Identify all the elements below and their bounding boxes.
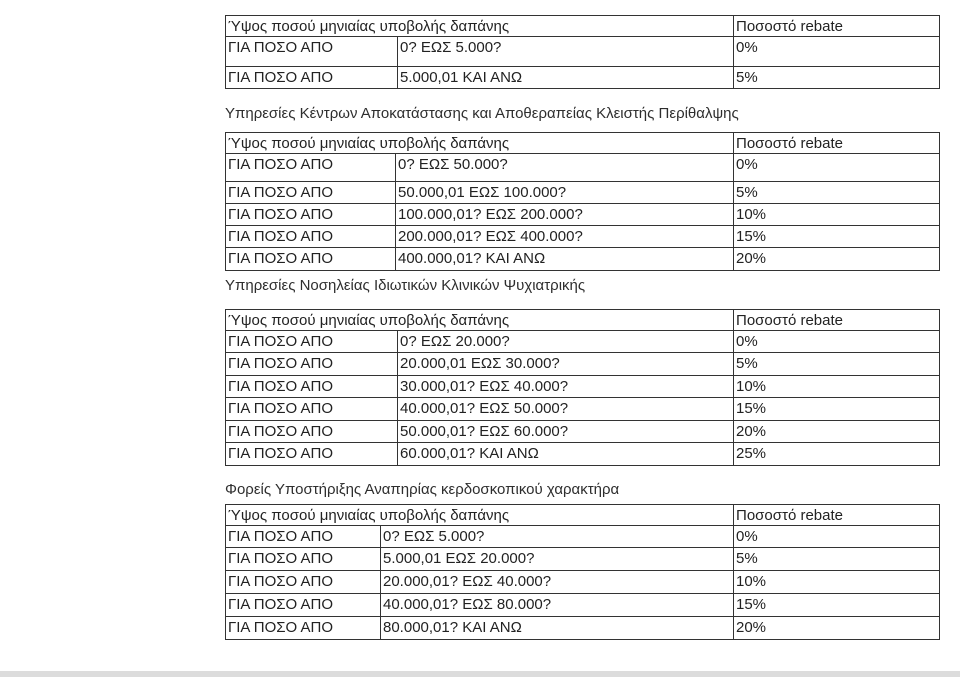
- table-row: [226, 398, 940, 421]
- table-row: [226, 154, 940, 182]
- row-range-cell: 20.000,01? ΕΩΣ 40.000?: [381, 571, 734, 594]
- row-rebate-cell: 20%: [734, 248, 940, 271]
- row-rebate-cell: 0%: [734, 526, 940, 548]
- row-label-cell: ΓΙΑ ΠΟΣΟ ΑΠΟ: [226, 571, 381, 594]
- row-range-cell: 5.000,01 ΚΑΙ ΑΝΩ: [398, 67, 734, 89]
- row-range-cell: 0? ΕΩΣ 5.000?: [398, 37, 734, 67]
- row-range-cell: 0? ΕΩΣ 50.000?: [396, 154, 734, 182]
- row-rebate-cell: 5%: [734, 548, 940, 571]
- table-header-row: [226, 16, 940, 37]
- row-label-cell: ΓΙΑ ΠΟΣΟ ΑΠΟ: [226, 443, 398, 466]
- row-range-cell: 30.000,01? ΕΩΣ 40.000?: [398, 376, 734, 398]
- bottom-divider: [0, 671, 960, 677]
- table-row: [226, 571, 940, 594]
- row-label-cell: ΓΙΑ ΠΟΣΟ ΑΠΟ: [226, 548, 381, 571]
- amount-header-cell: Ύψος ποσού μηνιαίας υποβολής δαπάνης: [226, 310, 734, 331]
- amount-header-cell: Ύψος ποσού μηνιαίας υποβολής δαπάνης: [226, 133, 734, 154]
- section-title-disability-support: Φορείς Υποστήριξης Αναπηρίας κερδοσκοπικού χαρακτήρα: [225, 481, 620, 498]
- row-rebate-cell: 20%: [734, 617, 940, 640]
- table-header-row: [226, 133, 940, 154]
- row-range-cell: 50.000,01? ΕΩΣ 60.000?: [398, 421, 734, 443]
- amount-header-cell: Ύψος ποσού μηνιαίας υποβολής δαπάνης: [226, 505, 734, 526]
- table-row: [226, 421, 940, 443]
- row-rebate-cell: 15%: [734, 226, 940, 248]
- row-rebate-cell: 10%: [734, 571, 940, 594]
- row-label-cell: ΓΙΑ ΠΟΣΟ ΑΠΟ: [226, 353, 398, 376]
- row-label-cell: ΓΙΑ ΠΟΣΟ ΑΠΟ: [226, 226, 396, 248]
- row-rebate-cell: 15%: [734, 398, 940, 421]
- row-range-cell: 80.000,01? ΚΑΙ ΑΝΩ: [381, 617, 734, 640]
- row-range-cell: 20.000,01 ΕΩΣ 30.000?: [398, 353, 734, 376]
- rebate-table-1: [225, 15, 940, 89]
- row-rebate-cell: 5%: [734, 353, 940, 376]
- rebate-header-cell: Ποσοστό rebate: [734, 310, 940, 331]
- rebate-table-3: [225, 309, 940, 466]
- row-label-cell: ΓΙΑ ΠΟΣΟ ΑΠΟ: [226, 67, 398, 89]
- row-label-cell: ΓΙΑ ΠΟΣΟ ΑΠΟ: [226, 204, 396, 226]
- row-rebate-cell: 0%: [734, 154, 940, 182]
- row-label-cell: ΓΙΑ ΠΟΣΟ ΑΠΟ: [226, 182, 396, 204]
- row-rebate-cell: 20%: [734, 421, 940, 443]
- table-row: [226, 331, 940, 353]
- row-range-cell: 400.000,01? ΚΑΙ ΑΝΩ: [396, 248, 734, 271]
- row-range-cell: 40.000,01? ΕΩΣ 50.000?: [398, 398, 734, 421]
- row-label-cell: ΓΙΑ ΠΟΣΟ ΑΠΟ: [226, 398, 398, 421]
- table-row: [226, 548, 940, 571]
- table-row: [226, 67, 940, 89]
- table-header-row: [226, 310, 940, 331]
- table-row: [226, 204, 940, 226]
- rebate-header-cell: Ποσοστό rebate: [734, 505, 940, 526]
- rebate-header-cell: Ποσοστό rebate: [734, 16, 940, 37]
- table-row: [226, 37, 940, 67]
- section-title-psychiatric-clinics: Υπηρεσίες Νοσηλείας Ιδιωτικών Κλινικών Ψυχιατρικής: [225, 277, 586, 294]
- row-rebate-cell: 5%: [734, 182, 940, 204]
- document-content: [225, 0, 941, 640]
- row-range-cell: 0? ΕΩΣ 5.000?: [381, 526, 734, 548]
- row-range-cell: 5.000,01 ΕΩΣ 20.000?: [381, 548, 734, 571]
- table-header-row: [226, 505, 940, 526]
- row-label-cell: ΓΙΑ ΠΟΣΟ ΑΠΟ: [226, 617, 381, 640]
- row-label-cell: ΓΙΑ ΠΟΣΟ ΑΠΟ: [226, 526, 381, 548]
- section-title-rehabilitation-centers: Υπηρεσίες Κέντρων Αποκατάστασης και Αποθεραπείας Κλειστής Περίθαλψης: [225, 105, 739, 122]
- table-row: [226, 526, 940, 548]
- row-range-cell: 100.000,01? ΕΩΣ 200.000?: [396, 204, 734, 226]
- row-rebate-cell: 15%: [734, 594, 940, 617]
- table-row: [226, 617, 940, 640]
- row-label-cell: ΓΙΑ ΠΟΣΟ ΑΠΟ: [226, 154, 396, 182]
- row-label-cell: ΓΙΑ ΠΟΣΟ ΑΠΟ: [226, 37, 398, 67]
- table-row: [226, 353, 940, 376]
- row-rebate-cell: 10%: [734, 204, 940, 226]
- table-row: [226, 376, 940, 398]
- row-rebate-cell: 10%: [734, 376, 940, 398]
- row-range-cell: 200.000,01? ΕΩΣ 400.000?: [396, 226, 734, 248]
- rebate-table-4: [225, 504, 940, 640]
- row-rebate-cell: 5%: [734, 67, 940, 89]
- row-rebate-cell: 25%: [734, 443, 940, 466]
- table-row: [226, 443, 940, 466]
- rebate-header-cell: Ποσοστό rebate: [734, 133, 940, 154]
- row-rebate-cell: 0%: [734, 37, 940, 67]
- row-label-cell: ΓΙΑ ΠΟΣΟ ΑΠΟ: [226, 594, 381, 617]
- row-range-cell: 0? ΕΩΣ 20.000?: [398, 331, 734, 353]
- row-label-cell: ΓΙΑ ΠΟΣΟ ΑΠΟ: [226, 248, 396, 271]
- row-range-cell: 40.000,01? ΕΩΣ 80.000?: [381, 594, 734, 617]
- table-row: [226, 594, 940, 617]
- row-label-cell: ΓΙΑ ΠΟΣΟ ΑΠΟ: [226, 421, 398, 443]
- table-row: [226, 182, 940, 204]
- row-rebate-cell: 0%: [734, 331, 940, 353]
- row-label-cell: ΓΙΑ ΠΟΣΟ ΑΠΟ: [226, 331, 398, 353]
- table-row: [226, 248, 940, 271]
- row-label-cell: ΓΙΑ ΠΟΣΟ ΑΠΟ: [226, 376, 398, 398]
- row-range-cell: 50.000,01 ΕΩΣ 100.000?: [396, 182, 734, 204]
- amount-header-cell: Ύψος ποσού μηνιαίας υποβολής δαπάνης: [226, 16, 734, 37]
- table-row: [226, 226, 940, 248]
- rebate-table-2: [225, 132, 940, 271]
- row-range-cell: 60.000,01? ΚΑΙ ΑΝΩ: [398, 443, 734, 466]
